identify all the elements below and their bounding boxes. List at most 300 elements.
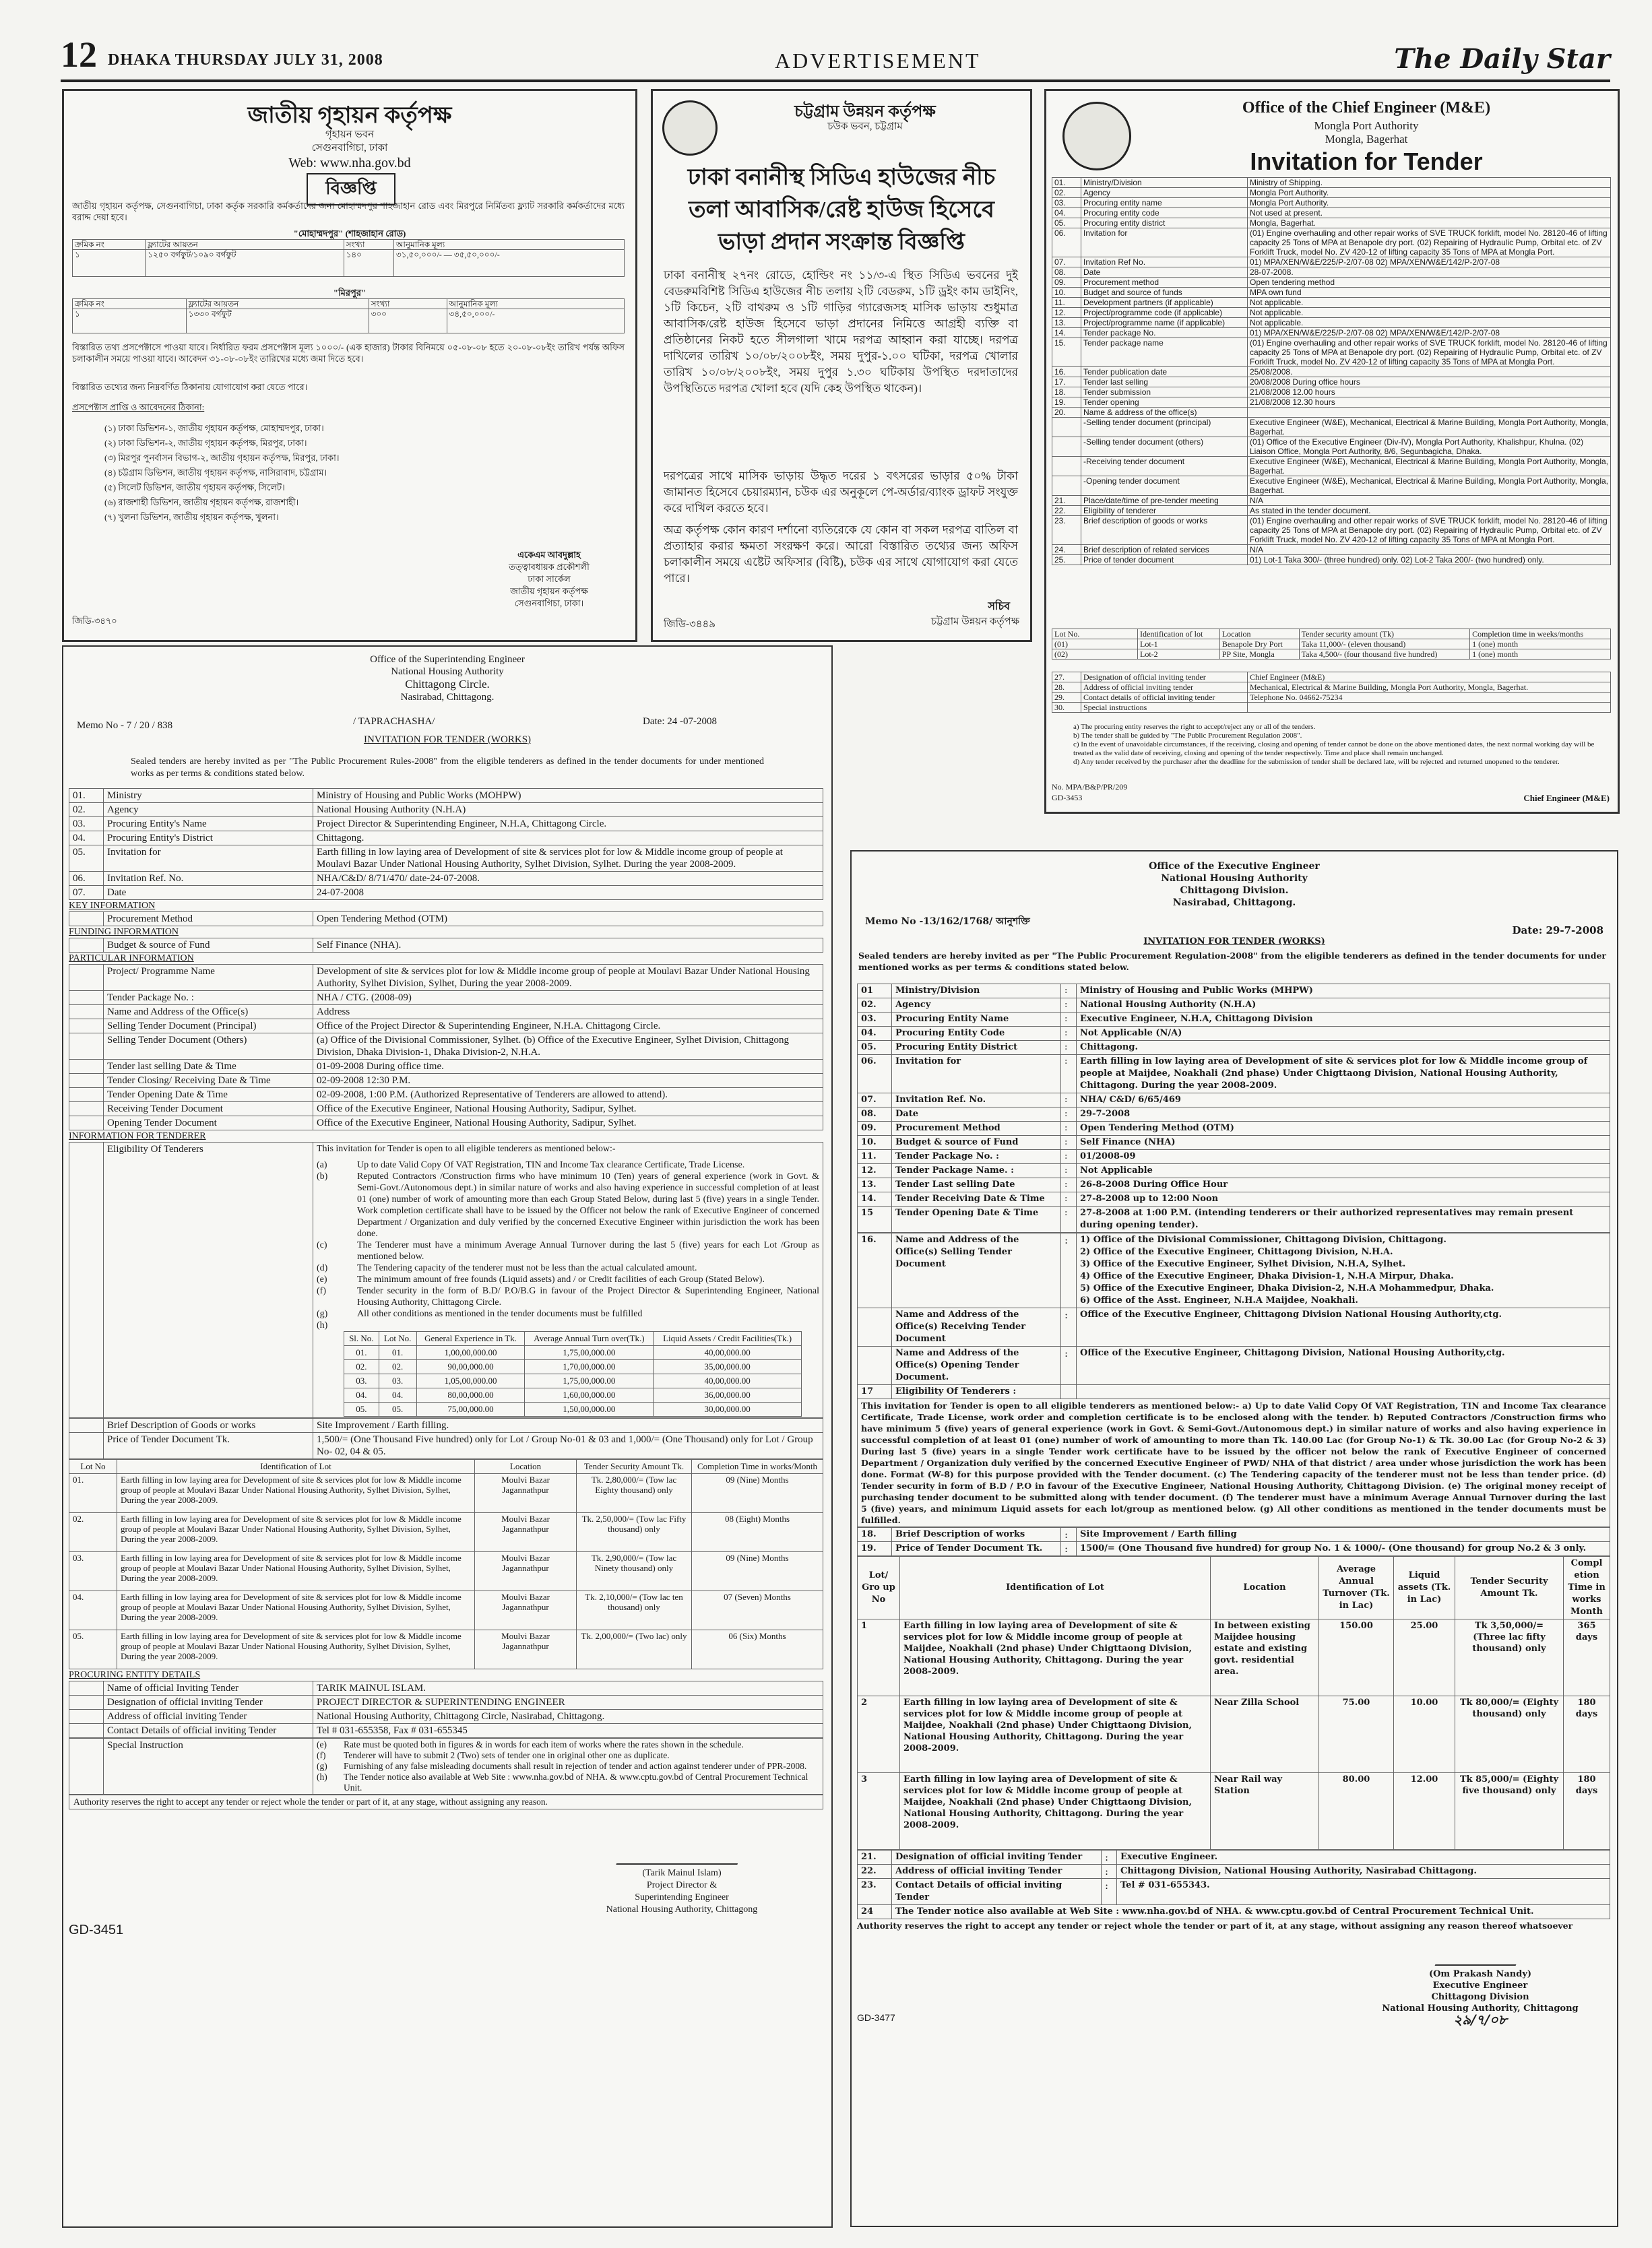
address-item: (৩) মিরপুর পুনর্বাসন বিভাগ-২, জাতীয় গৃহায়ন কর্তৃপক্ষ, মিরপুর, ঢাকা। bbox=[104, 453, 340, 463]
table-cell: Mongla Port Authority. bbox=[1248, 188, 1611, 198]
notice-body: বিস্তারিত তথ্যের জন্য নিম্নবর্ণিত ঠিকানায় যোগাযোগ করা যেতে পারে। bbox=[72, 382, 308, 392]
table-cell: Site Improvement / Earth filling bbox=[1077, 1528, 1610, 1542]
table-cell: 04. bbox=[379, 1388, 416, 1403]
table-row bbox=[69, 1074, 823, 1088]
signatory-title: Chief Engineer (M&E) bbox=[1523, 793, 1610, 803]
table-cell bbox=[69, 1088, 104, 1102]
table-row bbox=[1052, 178, 1611, 188]
table-cell: 05. bbox=[69, 845, 104, 872]
table-row bbox=[1052, 298, 1611, 308]
table-header: Sl. No. bbox=[344, 1332, 379, 1346]
table-cell: 22. bbox=[858, 1865, 892, 1879]
table-row bbox=[69, 1681, 823, 1696]
table-cell: Eligibility of tenderer bbox=[1081, 506, 1248, 516]
signatory-line: National Housing Authority, Chittagong bbox=[1382, 2003, 1579, 2014]
table-cell: 19. bbox=[858, 1542, 892, 1556]
table-cell: 04. bbox=[69, 1591, 117, 1630]
table-cell: 02. bbox=[344, 1360, 379, 1374]
table-cell: Taka 4,500/- (four thousand five hundred) bbox=[1299, 649, 1470, 660]
table-row bbox=[1052, 367, 1611, 377]
table-row bbox=[344, 1388, 802, 1403]
table-row bbox=[1052, 397, 1611, 408]
table-row bbox=[69, 1060, 823, 1074]
table-cell: Name and Address of the Office(s) Selling Tender Document bbox=[892, 1233, 1061, 1308]
eligibility-item bbox=[317, 1274, 819, 1285]
table-header: ফ্ল্যাটের আয়তন bbox=[186, 299, 369, 309]
table-cell bbox=[69, 1143, 104, 1418]
instruction-item bbox=[317, 1772, 819, 1793]
office-line: Mongla, Bagerhat bbox=[1325, 133, 1408, 146]
table-cell: Agency bbox=[892, 998, 1061, 1013]
table-row bbox=[1052, 278, 1611, 288]
table-cell: Designation of official inviting Tender bbox=[104, 1696, 313, 1710]
table-cell: Chittagong. bbox=[1077, 1041, 1610, 1055]
table-cell: 30. bbox=[1052, 703, 1081, 713]
gd-number: GD-3451 bbox=[69, 1923, 124, 1937]
item-text: Rate must be quoted both in figures & in words for each item of works where the rates shown in the schedule. bbox=[344, 1739, 744, 1749]
table-cell: 27-8-2008 up to 12:00 Noon bbox=[1077, 1192, 1610, 1207]
table-cell: : bbox=[1061, 1027, 1077, 1041]
table-row bbox=[858, 1136, 1610, 1150]
table-cell: 18. bbox=[858, 1528, 892, 1542]
table-cell: : bbox=[1061, 1013, 1077, 1027]
table-cell: Project Director & Superintending Engineer, N.H.A, Chittagong Circle. bbox=[313, 817, 823, 831]
signatory-org: চট্টগ্রাম উন্নয়ন কর্তৃপক্ষ bbox=[930, 616, 1019, 627]
item-marker: (c) bbox=[317, 1240, 327, 1250]
table-header: আনুমানিক মূল্য bbox=[393, 240, 624, 250]
table-cell: 09. bbox=[858, 1122, 892, 1136]
table-cell: Special instructions bbox=[1081, 703, 1248, 713]
table-cell: 07. bbox=[1052, 257, 1081, 267]
table-cell: The Tender notice also available at Web Site : www.nha.gov.bd of NHA. & www.cptu.gov.bd of Central Procurement Technical Unit. bbox=[892, 1905, 1610, 1919]
instruction-item bbox=[317, 1761, 819, 1772]
table-cell: Executive Engineer (W&E), Mechanical, Electrical & Marine Building, Mongla Port Authority, Mongla, Bagerhat. bbox=[1248, 418, 1611, 437]
table-cell: 75.00 bbox=[1319, 1696, 1394, 1773]
table-cell: Mongla Port Authority. bbox=[1248, 198, 1611, 208]
table-cell: Earth filling in low laying area for Development of site & services plot for low & Middle income group of people at Moulavi Bazar Under National Housing Authority, Sylhet Division, Sylhet, During the year 2008-2009. bbox=[117, 1591, 475, 1630]
item-text: Furnishing of any false misleading documents shall result in rejection of tender and action against tenderer under of PPR-2008. bbox=[344, 1761, 807, 1771]
special-instruction-table bbox=[69, 1738, 823, 1795]
item-text: Tenderer will have to submit 2 (Two) sets of tender one in original other one as duplicate. bbox=[344, 1750, 670, 1760]
table-cell: 09. bbox=[1052, 278, 1081, 288]
table-cell: Budget and source of funds bbox=[1081, 288, 1248, 298]
item-text: Reputed Contractors /Construction firms who have minimum 10 (Ten) years of general experience (work in Govt. & Semi-Govt./Autonomous dept.) in similar nature of works and also having experience in successful completion of at least 01 (one) number of work of amounting more than each Group Stated Below, during last 5 (five) years in a single Tender. Work completion certificate shall have to be issued by the Officer not below the rank of Executive Engineer of concerned Department / Organization and duly verified by the concerned Executive Engineer within jurisdiction the work has been done. bbox=[357, 1171, 819, 1239]
table-cell: Chittagong Division, National Housing Authority, Nasirabad Chittagong. bbox=[1117, 1865, 1610, 1879]
item-text: All other conditions as mentioned in the tender documents must be fulfilled bbox=[357, 1309, 643, 1319]
notice-body: দরপত্রের সাথে মাসিক ভাড়ায় উদ্ধৃত দরের ১ বৎসরের ভাড়ার ৫০% টাকা জামানত হিসেবে চেয়ারম্যান, চউক এর অনুকূলে পে-অর্ডার/ব্যাংক ড্রাফট সংযুক্ত করে দাখিল করতে হবে। bbox=[664, 470, 1018, 515]
table-cell: Date bbox=[104, 886, 313, 900]
table-row bbox=[1052, 682, 1611, 693]
table-cell bbox=[1077, 1385, 1610, 1399]
table-row bbox=[344, 1346, 802, 1360]
table-cell: 08. bbox=[1052, 267, 1081, 278]
office-line: National Housing Authority bbox=[1161, 873, 1308, 884]
table-cell: ৩৪,৫০,০০০/- bbox=[447, 309, 624, 333]
table-cell: Receiving Tender Document bbox=[104, 1102, 313, 1116]
table-row bbox=[1052, 555, 1611, 565]
table-cell: Mongla, Bagerhat. bbox=[1248, 218, 1611, 228]
table-cell: Budget & source of Fund bbox=[104, 938, 313, 953]
table-cell: Tender Opening Date & Time bbox=[104, 1088, 313, 1102]
info-table bbox=[69, 1418, 823, 1459]
table-cell: 1,05,00,000.00 bbox=[416, 1374, 525, 1388]
authority-note: Authority reserves the right to accept any tender or reject whole the tender or part of it, at any stage, without assigning any reason thereof whatsoever bbox=[857, 1921, 1573, 1931]
signatory-title: জাতীয় গৃহায়ন কর্তৃপক্ষ bbox=[510, 586, 588, 596]
table-row bbox=[69, 886, 823, 900]
table-row bbox=[69, 1019, 823, 1033]
notice-line: সেগুনবাগিচা, ঢাকা bbox=[311, 143, 388, 154]
table-cell: Tk. 2,90,000/= (Tow lac Ninety thousand) only bbox=[577, 1552, 692, 1591]
table-row bbox=[69, 1102, 823, 1116]
tender-intro: Sealed tenders are hereby invited as per "The Public Procurement Regulation-2008" from the eligible tenderers as defined in the tender documents for under mentioned works as per terms & conditions stated below. bbox=[858, 951, 1606, 972]
table-row bbox=[1052, 328, 1611, 338]
table-cell: Price of Tender Document Tk. bbox=[892, 1542, 1061, 1556]
table-row bbox=[858, 1192, 1610, 1207]
table-cell: 02. bbox=[69, 803, 104, 817]
item-text: The Tendering capacity of the tenderer must not be less than the actual calculated amount. bbox=[357, 1263, 697, 1273]
memo-suffix: / TAPRACHASHA/ bbox=[353, 716, 435, 727]
signatory-line: Superintending Engineer bbox=[635, 1892, 729, 1902]
table-cell: Project/programme name (if applicable) bbox=[1081, 318, 1248, 328]
table-row bbox=[1052, 318, 1611, 328]
table-cell: 06. bbox=[1052, 228, 1081, 257]
office-line: Chittagong Circle. bbox=[405, 678, 490, 691]
table-row bbox=[1052, 693, 1611, 703]
table-cell: (01) Office of the Executive Engineer (Div-IV), Mongla Port Authority, Khalishpur, Khulna. (02) Liaison Office, Mongla Port Authority, 8/6, Segunbagicha, Dhaka. bbox=[1248, 437, 1611, 457]
table-row bbox=[1052, 218, 1611, 228]
table-row bbox=[858, 1233, 1610, 1308]
table-cell bbox=[69, 1116, 104, 1130]
table-cell: Not applicable. bbox=[1248, 318, 1611, 328]
table-cell: Address of official inviting tender bbox=[1081, 682, 1248, 693]
table-cell: 01/2008-09 bbox=[1077, 1150, 1610, 1164]
website-link[interactable]: Web: www.nha.gov.bd bbox=[288, 156, 411, 170]
item-text: The Tenderer must have a minimum Average Annual Turnover during the last 5 (five) years for each Lot /Group as mentioned below. bbox=[357, 1240, 819, 1262]
office-line: Office of the Superintending Engineer bbox=[370, 654, 525, 665]
mongla-info-table bbox=[1052, 177, 1611, 565]
table-cell: 11. bbox=[1052, 298, 1081, 308]
table-cell: : bbox=[1061, 998, 1077, 1013]
table-row bbox=[69, 1088, 823, 1102]
table-header: ক্রমিক নং bbox=[73, 299, 187, 309]
signature-scribble-icon bbox=[616, 1836, 747, 1865]
table-cell: -Opening tender document bbox=[1081, 476, 1248, 496]
table-cell: 1 bbox=[858, 1619, 900, 1696]
table-cell: Tender Package Name. : bbox=[892, 1164, 1061, 1178]
table-cell: 21. bbox=[858, 1851, 892, 1865]
table-cell: 09 (Nine) Months bbox=[692, 1552, 823, 1591]
table-row bbox=[1052, 257, 1611, 267]
table-row bbox=[858, 998, 1610, 1013]
signatory-line: (Om Prakash Nandy) bbox=[1428, 1969, 1532, 1979]
table-cell: Procurement Method bbox=[104, 912, 313, 926]
signature-block bbox=[581, 1836, 783, 1916]
tender-heading: INVITATION FOR TENDER (WORKS) bbox=[1143, 936, 1325, 946]
table-cell: 35,00,000.00 bbox=[654, 1360, 802, 1374]
table-cell: : bbox=[1061, 1308, 1077, 1347]
memo-number: No. MPA/B&P/PR/209 bbox=[1052, 782, 1128, 792]
table-cell: (01) Engine overhauling and other repair works of SVE TRUCK forklift, model No. 28120-46 of lifting capacity 25 Tons of MPA at Benapole dry port. (02) Repairing of Hydraulic Pump, Orbital etc. of ZV Forklift Truck, model No. ZV 420-12 of lifting capacity 35 Tons of MPA at Mongla Port. bbox=[1248, 516, 1611, 545]
office-line: Chittagong Division. bbox=[1180, 885, 1289, 896]
table-cell: 17 bbox=[858, 1385, 892, 1399]
table-cell: 05. bbox=[379, 1403, 416, 1417]
table-cell: NHA/C&D/ 8/71/470/ date-24-07-2008. bbox=[313, 872, 823, 886]
item-marker: (d) bbox=[317, 1263, 328, 1273]
table-cell: Address of official inviting Tender bbox=[104, 1710, 313, 1724]
table-cell: Brief description of related services bbox=[1081, 545, 1248, 555]
table-cell: Executive Engineer, N.H.A, Chittagong Division bbox=[1077, 1013, 1610, 1027]
table-cell: : bbox=[1061, 1528, 1077, 1542]
table-cell: National Housing Authority (N.H.A) bbox=[313, 803, 823, 817]
table-cell: Development of site & services plot for low & Middle income group of people at Moulavi Bazar Under National Housing Authority, Sylhet Division, Sylhet, During the year 2008-2009. bbox=[313, 965, 823, 991]
table-cell: Name and Address of the Office(s) Opening Tender Document. bbox=[892, 1347, 1061, 1385]
table-row bbox=[69, 1033, 823, 1060]
table-cell: Moulvi Bazar Jagannathpur bbox=[475, 1513, 577, 1552]
table-cell bbox=[69, 1019, 104, 1033]
nha-chittagong-circle-tender bbox=[62, 645, 833, 2228]
table-cell: Tk 80,000/= (Eighty thousand) only bbox=[1455, 1696, 1564, 1773]
table-cell: Executive Engineer (W&E), Mechanical, Electrical & Marine Building, Mongla Port Authority, Mongla, Bagerhat. bbox=[1248, 457, 1611, 476]
table-cell: : bbox=[1102, 1865, 1117, 1879]
eligibility-item bbox=[317, 1308, 819, 1320]
table-row bbox=[1052, 703, 1611, 713]
table-cell: ১ bbox=[73, 309, 187, 333]
table-cell: Opening Tender Document bbox=[104, 1116, 313, 1130]
table-row bbox=[69, 1460, 823, 1474]
notice-line: গৃহায়ন ভবন bbox=[325, 129, 375, 140]
table-cell: 25. bbox=[1052, 555, 1081, 565]
cda-bangla-notice bbox=[651, 89, 1032, 642]
table-row bbox=[69, 1474, 823, 1513]
table-cell bbox=[1052, 476, 1081, 496]
info-table bbox=[69, 911, 823, 926]
table-cell: Agency bbox=[1081, 188, 1248, 198]
table-row bbox=[858, 1865, 1610, 1879]
item-marker: (b) bbox=[317, 1171, 328, 1182]
table-cell: 29-7-2008 bbox=[1077, 1107, 1610, 1122]
table-header: Completion Time in works/Month bbox=[692, 1460, 823, 1474]
table-cell bbox=[69, 1681, 104, 1696]
table-cell: 15. bbox=[1052, 338, 1081, 367]
table-cell: Tender Receiving Date & Time bbox=[892, 1192, 1061, 1207]
table-cell: Site Improvement / Earth filling. bbox=[313, 1419, 823, 1433]
table-cell: 15 bbox=[858, 1207, 892, 1233]
table-cell: : bbox=[1061, 984, 1077, 998]
table-header: Tender security amount (Tk) bbox=[1299, 629, 1470, 639]
table-cell bbox=[858, 1308, 892, 1347]
table-cell: N/A bbox=[1248, 496, 1611, 506]
table-cell: Tender Opening Date & Time bbox=[892, 1207, 1061, 1233]
table-cell: Brief description of goods or works bbox=[1081, 516, 1248, 545]
table-cell bbox=[69, 912, 104, 926]
table-row bbox=[858, 984, 1610, 998]
table-cell: National Housing Authority, Chittagong Circle, Nasirabad, Chittagong. bbox=[313, 1710, 823, 1724]
table-cell: 13. bbox=[1052, 318, 1081, 328]
table-cell: 03. bbox=[858, 1013, 892, 1027]
masthead bbox=[61, 34, 1610, 82]
table-cell: 03. bbox=[69, 817, 104, 831]
table-cell: Near Zilla School bbox=[1211, 1696, 1319, 1773]
table-cell: : bbox=[1102, 1879, 1117, 1905]
table-cell: 04. bbox=[344, 1388, 379, 1403]
table-cell: Tender submission bbox=[1081, 387, 1248, 397]
table-row bbox=[69, 1433, 823, 1459]
lot-table bbox=[857, 1556, 1610, 1850]
item-text: The Tender notice also available at Web Site : www.nha.gov.bd of NHA. & www.cptu.gov.bd of Central Procurement Technical Unit. bbox=[344, 1772, 808, 1793]
table-row bbox=[1052, 228, 1611, 257]
table-cell: Contact Details of official inviting Tender bbox=[892, 1879, 1102, 1905]
special-instructions bbox=[1073, 723, 1606, 767]
table-cell: 90,00,000.00 bbox=[416, 1360, 525, 1374]
table-cell: Lot-2 bbox=[1138, 649, 1220, 660]
notice-title: জাতীয় গৃহায়ন কর্তৃপক্ষ bbox=[247, 103, 452, 128]
table-header: Liquid Assets / Credit Facilities(Tk.) bbox=[654, 1332, 802, 1346]
eligibility-item bbox=[317, 1320, 819, 1331]
table-row bbox=[1052, 267, 1611, 278]
eligibility-item bbox=[317, 1262, 819, 1274]
notice-title: চট্টগ্রাম উন্নয়ন কর্তৃপক্ষ bbox=[794, 103, 936, 121]
group-requirements-table bbox=[344, 1331, 802, 1417]
table-cell: Ministry of Housing and Public Works (MHPW) bbox=[1077, 984, 1610, 998]
table-row bbox=[69, 991, 823, 1005]
table-row bbox=[1052, 208, 1611, 218]
table-cell: 02-09-2008, 1:00 P.M. (Authorized Representative of Tenderers are allowed to attend). bbox=[313, 1088, 823, 1102]
table-row bbox=[69, 938, 823, 953]
table-cell: 01. bbox=[69, 789, 104, 803]
table-cell: : bbox=[1061, 1055, 1077, 1093]
table-row bbox=[1052, 545, 1611, 555]
table-cell: 2 bbox=[858, 1696, 900, 1773]
table-cell: 1,50,00,000.00 bbox=[525, 1403, 654, 1417]
table-row bbox=[1052, 188, 1611, 198]
table-cell: Ministry of Shipping. bbox=[1248, 178, 1611, 188]
table-cell: Near Rail way Station bbox=[1211, 1773, 1319, 1850]
table-cell: 08 (Eight) Months bbox=[692, 1513, 823, 1552]
table-cell: 17. bbox=[1052, 377, 1081, 387]
table-cell: Project/ Programme Name bbox=[104, 965, 313, 991]
table-row bbox=[69, 803, 823, 817]
table-cell: 180 days bbox=[1564, 1773, 1610, 1850]
table-row bbox=[858, 1164, 1610, 1178]
table-cell: 28-07-2008. bbox=[1248, 267, 1611, 278]
table-cell: NHA/ C&D/ 6/65/469 bbox=[1077, 1093, 1610, 1107]
mongla-tender-notice bbox=[1044, 89, 1620, 814]
table-cell: 25.00 bbox=[1394, 1619, 1455, 1696]
table-row bbox=[69, 1419, 823, 1433]
table-cell: MPA own fund bbox=[1248, 288, 1611, 298]
table-header: Tender Security Amount Tk. bbox=[577, 1460, 692, 1474]
info-table bbox=[69, 788, 823, 900]
table-cell: : bbox=[1061, 1122, 1077, 1136]
flat-table-1 bbox=[72, 239, 625, 277]
table-row bbox=[69, 965, 823, 991]
table-cell: 02. bbox=[858, 998, 892, 1013]
table-cell: 12.00 bbox=[1394, 1773, 1455, 1850]
table-row bbox=[69, 1630, 823, 1669]
table-cell: : bbox=[1061, 1107, 1077, 1122]
table-header: Location bbox=[1219, 629, 1299, 639]
table-cell: Tender Closing/ Receiving Date & Time bbox=[104, 1074, 313, 1088]
table-cell: Moulvi Bazar Jagannathpur bbox=[475, 1630, 577, 1669]
info-table bbox=[69, 1681, 823, 1738]
table-row bbox=[69, 831, 823, 845]
table-cell: 20/08/2008 During office hours bbox=[1248, 377, 1611, 387]
office-title: Office of the Chief Engineer (M&E) bbox=[1242, 99, 1491, 117]
mongla-official-table bbox=[1052, 672, 1611, 713]
table-cell: 05. bbox=[1052, 218, 1081, 228]
table-cell: Tel # 031-655358, Fax # 031-655345 bbox=[313, 1724, 823, 1738]
table-row bbox=[858, 1619, 1610, 1696]
table-cell: Ministry of Housing and Public Works (MOHPW) bbox=[313, 789, 823, 803]
item-text: Up to date Valid Copy Of VAT Registration, TIN and Income Tax clearance Certificate, Trade License. bbox=[357, 1160, 745, 1170]
table-row bbox=[858, 1557, 1610, 1619]
table-cell: 03. bbox=[344, 1374, 379, 1388]
table-cell: 02. bbox=[1052, 188, 1081, 198]
table-cell: Procuring entity name bbox=[1081, 198, 1248, 208]
table-cell: : bbox=[1061, 1178, 1077, 1192]
table-cell: ১৪০ bbox=[344, 250, 393, 277]
table-cell bbox=[69, 1060, 104, 1074]
notice-body: বিস্তারিত তথ্য প্রসপেক্টাসে পাওয়া যাবে। নির্ধারিত ফরম প্রসপেক্টাস মূল্য ১০০০/- (এক হাজার) টাকার বিনিময়ে ০৫-০৮-০৮ হতে ২০-০৮-০৮ইং তারিখ পর্যন্ত অফিস চলাকালীন সময়ে পাওয়া যাবে। আবেদন ৩১-০৮-০৮ইং তারিখের মধ্যে জমা দিতে হবে। bbox=[72, 342, 625, 364]
instruction-item bbox=[317, 1750, 819, 1761]
table-cell: 01) MPA/XEN/W&E/225/P-2/07-08 02) MPA/XEN/W&E/142/P-2/07-08 bbox=[1248, 257, 1611, 267]
table-cell: 24-07-2008 bbox=[313, 886, 823, 900]
notice-line: চউক ভবন, চট্টগ্রাম bbox=[827, 121, 903, 132]
table-cell: Name and Address of the Office(s) bbox=[104, 1005, 313, 1019]
table-cell: 07. bbox=[858, 1093, 892, 1107]
table-title: "মিরপুর" bbox=[333, 288, 367, 298]
table-cell: Agency bbox=[104, 803, 313, 817]
address-list bbox=[104, 421, 576, 525]
item-text: The minimum amount of free founds (Liquid assets) and / or Credit facilities of each Group (Stated Below). bbox=[357, 1275, 765, 1285]
tender-intro: Sealed tenders are hereby invited as per "The Public Procurement Rules-2008" from the eligible tenderers as defined in the tender documents for under mentioned works as per terms & conditions stated below. bbox=[131, 757, 764, 779]
table-cell: 1,75,00,000.00 bbox=[525, 1346, 654, 1360]
table-cell: 1,00,00,000.00 bbox=[416, 1346, 525, 1360]
table-cell: 150.00 bbox=[1319, 1619, 1394, 1696]
info-table bbox=[69, 964, 823, 1130]
table-cell: 3 bbox=[858, 1773, 900, 1850]
table-cell: Designation of official inviting tender bbox=[1081, 672, 1248, 682]
notice-body: জাতীয় গৃহায়ন কর্তৃপক্ষ, সেগুনবাগিচা, ঢাকা কর্তৃক সরকারি কর্মকর্তাদের জন্য মোহাম্মদপুর শাহজাহান রোড এবং মিরপুরে নির্মিতব্য ফ্ল্যাট সরকারি কর্মকর্তাদের মধ্যে বরাদ্দ দেয়া হবে। bbox=[72, 201, 625, 222]
table-cell: 23. bbox=[1052, 516, 1081, 545]
item-marker: (f) bbox=[317, 1750, 326, 1760]
office-item: 2) Office of the Executive Engineer, Chittagong Division, N.H.A. bbox=[1080, 1247, 1393, 1257]
item-marker: (e) bbox=[317, 1739, 327, 1749]
table-cell: Procuring Entity's Name bbox=[104, 817, 313, 831]
item-marker: (g) bbox=[317, 1309, 328, 1319]
address-item: (২) ঢাকা ডিভিশন-২, জাতীয় গৃহায়ন কর্তৃপক্ষ, মিরপুর, ঢাকা। bbox=[104, 438, 307, 448]
table-cell bbox=[1052, 418, 1081, 437]
signatory-name: একেএম আবদুল্লাহ bbox=[517, 550, 581, 560]
table-row bbox=[69, 1724, 823, 1738]
table-row bbox=[858, 1879, 1610, 1905]
mongla-lot-table bbox=[1052, 629, 1611, 660]
item-text: Tender security in the form of B.D/ P.O/B.G in favour of the Project Director & Superintending Engineer, National Housing Authority, Chittagong Circle. bbox=[357, 1286, 819, 1308]
memo-number: Memo No -13/162/1768/ আনুশক্তি bbox=[865, 916, 1030, 927]
table-cell bbox=[1052, 437, 1081, 457]
table-cell: Invitation for bbox=[1081, 228, 1248, 257]
table-cell: Lot-1 bbox=[1138, 639, 1220, 649]
table-cell: Not Applicable (N/A) bbox=[1077, 1027, 1610, 1041]
table-header: Lot No bbox=[69, 1460, 117, 1474]
table-header: Compl etion Time in works Month bbox=[1564, 1557, 1610, 1619]
table-cell: 21. bbox=[1052, 496, 1081, 506]
address-item: (৪) চট্টগ্রাম ডিভিশন, জাতীয় গৃহায়ন কর্তৃপক্ষ, নাসিরাবাদ, চট্টগ্রাম। bbox=[104, 468, 327, 478]
table-cell: Procuring Entity Code bbox=[892, 1027, 1061, 1041]
table-cell: Not applicable. bbox=[1248, 298, 1611, 308]
table-cell: : bbox=[1061, 1347, 1077, 1385]
table-row bbox=[858, 1107, 1610, 1122]
